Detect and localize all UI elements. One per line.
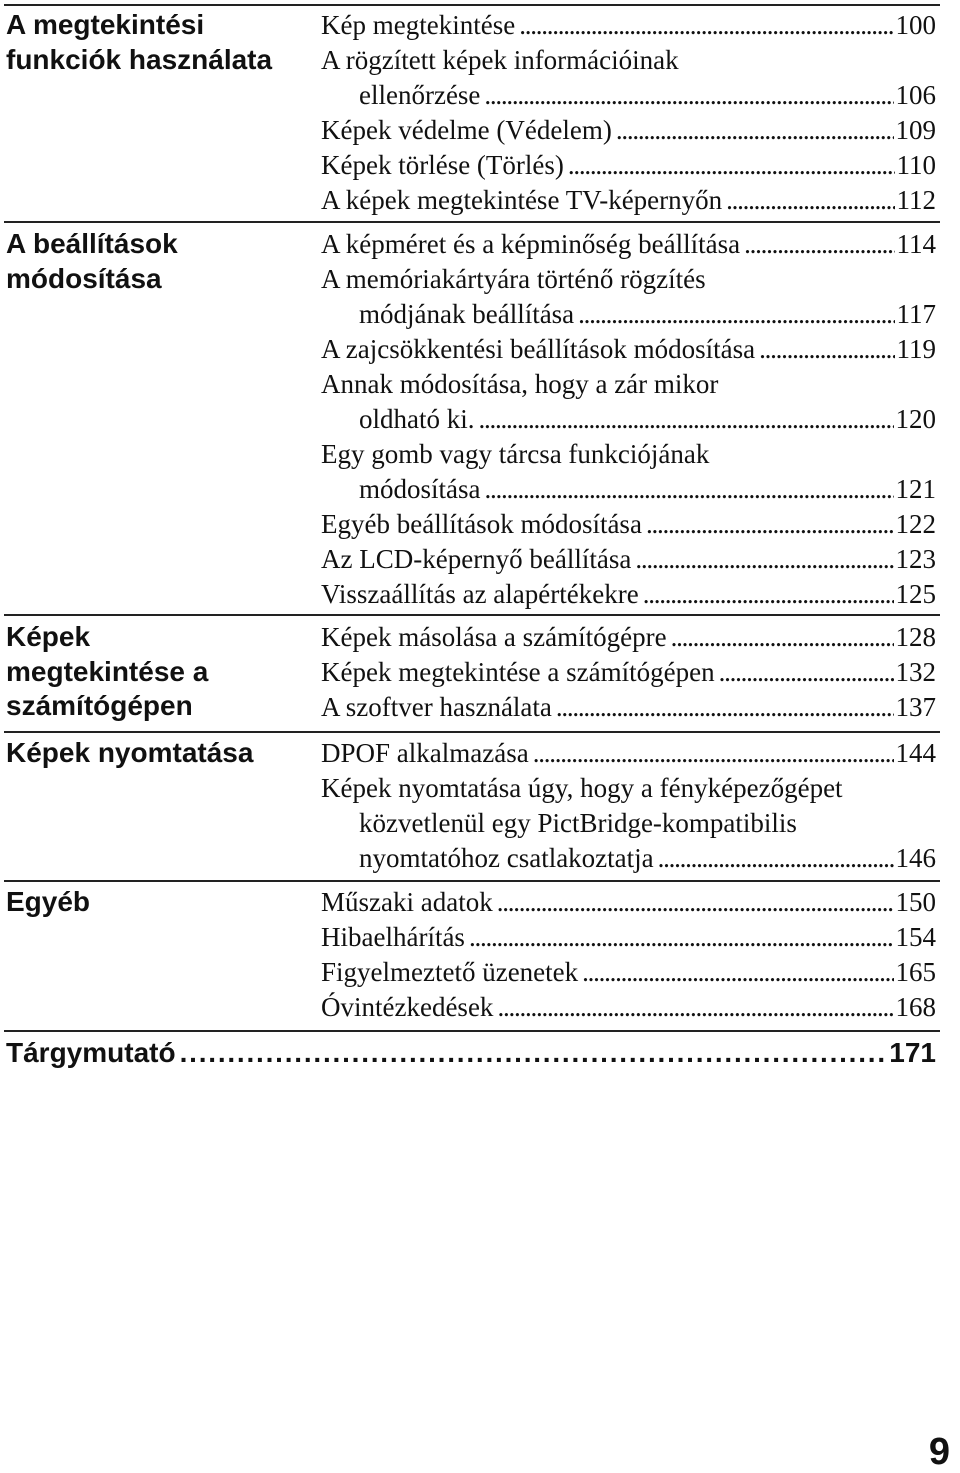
page-number: 146 [895,843,936,873]
entry-text: A rögzített képek információinak [321,45,679,75]
entry-text: Kép megtekintése [321,10,516,40]
dot-leader [485,472,894,507]
page-number: 154 [895,922,936,952]
section-title: Képek megtekintése a számítógépen [6,621,209,721]
page-number: 132 [895,657,936,687]
entry-text: nyomtatóhoz csatlakoztatja [359,843,654,873]
entry-text: Egyéb beállítások módosítása [321,509,642,539]
entry-text: közvetlenül egy PictBridge-kompatibilis [359,808,797,838]
section-divider [4,880,940,882]
entry-text: Visszaállítás az alapértékekre [321,579,639,609]
entry-text: Annak módosítása, hogy a zár mikor [321,369,719,399]
section-title: A megtekintési funkciók használata [6,9,273,75]
dot-leader [671,620,894,655]
toc-entry[interactable] [321,43,936,113]
toc-entry[interactable] [321,577,936,612]
dot-leader [635,542,893,577]
page-number: 137 [895,692,936,722]
page-number: 120 [895,404,936,434]
entry-text: módjának beállítása [359,299,575,329]
page-number: 168 [895,992,936,1022]
entry-text: Figyelmeztető üzenetek [321,957,579,987]
index-page-number: 171 [889,1037,936,1068]
page-number: 112 [896,185,936,215]
dot-leader [578,297,894,332]
toc-entry[interactable] [321,507,936,542]
entry-text: Képek másolása a számítógépre [321,622,667,652]
dot-leader [719,655,894,690]
entry-text: Képek védelme (Védelem) [321,115,612,145]
dot-leader [726,183,894,218]
dot-leader [658,841,894,876]
section-title: Képek nyomtatása [6,737,254,768]
page-number: 121 [895,474,936,504]
dot-leader [469,920,894,955]
entry-list [321,227,936,612]
page-number: 123 [895,544,936,574]
entry-text: DPOF alkalmazása [321,738,529,768]
page-number: 125 [895,579,936,609]
page-number: 128 [895,622,936,652]
entry-text: oldható ki. [359,404,475,434]
entry-text: Képek törlése (Törlés) [321,150,564,180]
dot-leader [497,990,893,1025]
toc-entry[interactable] [321,367,936,437]
page-number: 119 [896,334,936,364]
entry-list [321,620,936,725]
toc-entry[interactable] [321,736,936,771]
entry-text: A képek megtekintése TV-képernyőn [321,185,723,215]
entry-list [321,8,936,218]
dot-leader [484,78,893,113]
entry-text: A képméret és a képminőség beállítása [321,229,741,259]
page-number: 114 [896,229,936,259]
toc-entry[interactable] [321,542,936,577]
entry-list [321,885,936,1025]
toc-index-entry[interactable] [6,1036,936,1070]
dot-leader [479,402,894,437]
toc-entry[interactable] [321,920,936,955]
dot-leader [497,885,894,920]
toc-entry[interactable] [321,437,936,507]
section-divider [4,614,940,616]
section-title: Egyéb [6,886,91,917]
section-divider [4,1030,940,1032]
toc-entry[interactable] [321,655,936,690]
section-divider [4,731,940,733]
toc-entry[interactable] [321,955,936,990]
entry-text: Hibaelhárítás [321,922,465,952]
entry-text: A zajcsökkentési beállítások módosítása [321,334,756,364]
toc-entry[interactable] [321,620,936,655]
toc-entry[interactable] [321,183,936,218]
page-number: 110 [896,150,936,180]
dot-leader [533,736,894,771]
top-rule [4,4,940,6]
entry-text: Képek nyomtatása úgy, hogy a fényképezőgépet [321,773,843,803]
toc-entry[interactable] [321,262,936,332]
toc-entry[interactable] [321,227,936,262]
dot-leader [519,8,893,43]
toc-entry[interactable] [321,113,936,148]
page-number: 106 [895,80,936,110]
section-title: A beállítások módosítása [6,228,178,294]
entry-text: módosítása [359,474,481,504]
toc-entry[interactable] [321,990,936,1025]
entry-text: Képek megtekintése a számítógépen [321,657,715,687]
toc-entry[interactable] [321,332,936,367]
toc-entry[interactable] [321,885,936,920]
page-number: 109 [895,115,936,145]
page-number: 100 [895,10,936,40]
entry-text: A memóriakártyára történő rögzítés [321,264,706,294]
dot-leader [759,332,894,367]
entry-text: Az LCD-képernyő beállítása [321,544,632,574]
entry-text: ellenőrzése [359,80,481,110]
entry-text: Óvintézkedések [321,992,494,1022]
toc-entry[interactable] [321,8,936,43]
dot-leader [643,577,894,612]
page-number: 150 [895,887,936,917]
dot-leader [556,690,894,725]
entry-text: A szoftver használata [321,692,552,722]
dot-leader [568,148,895,183]
section-divider [4,221,940,223]
dot-leader [646,507,894,542]
dot-leader [616,113,894,148]
toc-entry[interactable] [321,771,936,876]
page-number-footer: 9 [928,1431,950,1473]
dot-leader [744,227,894,262]
entry-text: Egy gomb vagy tárcsa funkciójának [321,439,710,469]
page-number: 144 [895,738,936,768]
entry-list [321,736,936,876]
dot-leader [582,955,893,990]
index-label: Tárgymutató [6,1037,176,1068]
entry-text: Műszaki adatok [321,887,493,917]
toc-entry[interactable] [321,690,936,725]
page-number: 165 [895,957,936,987]
page-number: 117 [896,299,936,329]
page-number: 122 [895,509,936,539]
toc-entry[interactable] [321,148,936,183]
dot-leader [180,1036,888,1070]
